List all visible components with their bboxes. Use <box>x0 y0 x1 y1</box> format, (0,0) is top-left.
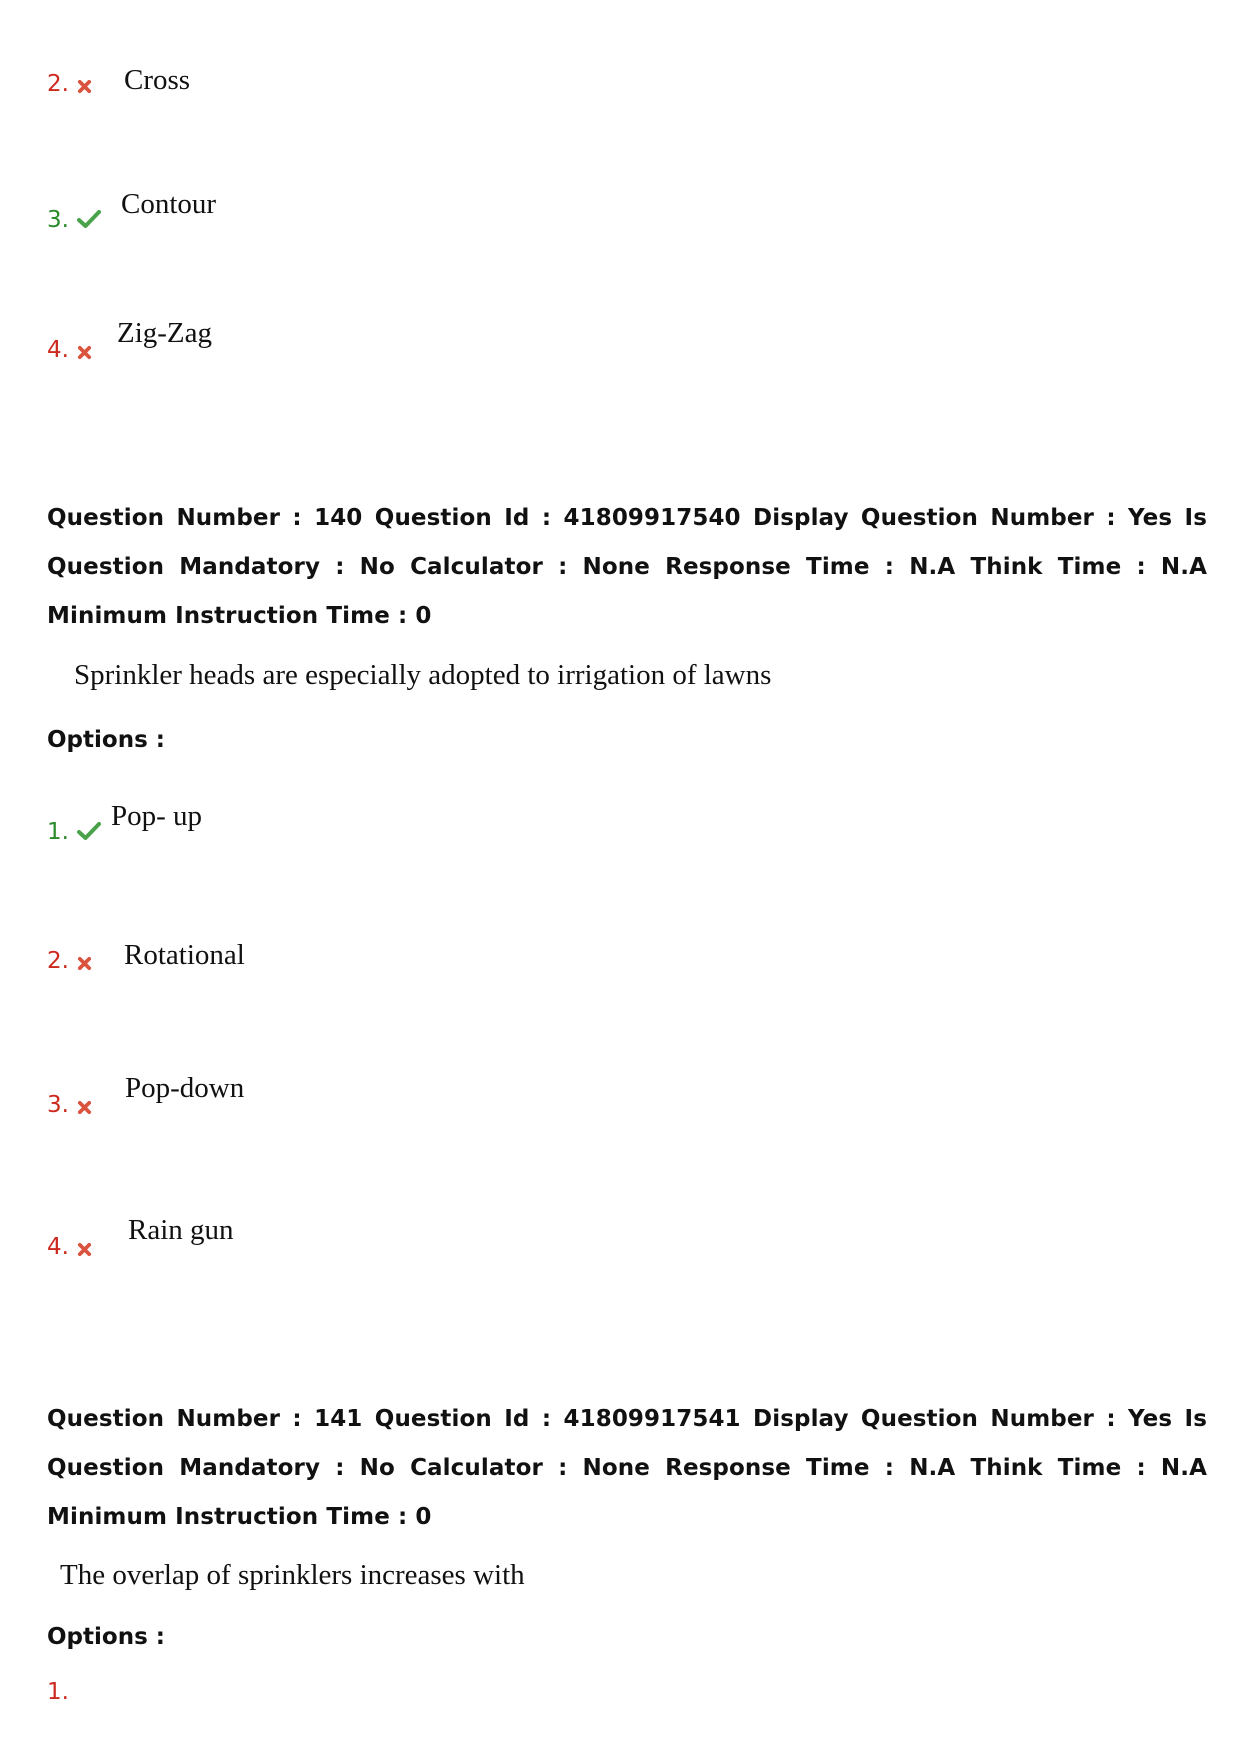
cross-icon <box>77 79 92 98</box>
question-text: Sprinkler heads are especially adopted to irrigation of lawns <box>74 659 772 691</box>
question-header: Question Number : 141 Question Id : 41809917541 Display Question Number : Yes Is Question Mandatory : No Calculator : None Response Time : N.A Think Time : N.A Minimum Instruction Time : 0 <box>47 1406 1207 1530</box>
option-number: 2. <box>47 948 69 974</box>
cross-icon <box>77 345 92 364</box>
cross-icon <box>77 1242 92 1261</box>
option-text: Zig-Zag <box>117 317 213 349</box>
option-number: 1. <box>47 1679 69 1705</box>
question-header: Question Number : 140 Question Id : 41809917540 Display Question Number : Yes Is Question Mandatory : No Calculator : None Response Time : N.A Think Time : N.A Minimum Instruction Time : 0 <box>47 505 1207 629</box>
option-number: 2. <box>47 71 69 97</box>
option-text: Contour <box>121 188 217 220</box>
options-label: Options : <box>47 1624 165 1650</box>
option-text: Rain gun <box>128 1214 234 1246</box>
question-text: The overlap of sprinklers increases with <box>60 1559 525 1591</box>
option-number: 1. <box>47 819 69 845</box>
check-icon <box>77 209 101 233</box>
cross-icon <box>77 956 92 975</box>
option-text: Pop- up <box>111 800 203 832</box>
option-text: Cross <box>124 64 191 96</box>
option-text: Pop-down <box>125 1072 245 1104</box>
option-number: 4. <box>47 1234 69 1260</box>
options-label: Options : <box>47 727 165 753</box>
option-number: 3. <box>47 1092 69 1118</box>
option-number: 3. <box>47 207 69 233</box>
cross-icon <box>77 1100 92 1119</box>
option-text: Rotational <box>124 939 245 971</box>
check-icon <box>77 821 101 845</box>
option-number: 4. <box>47 337 69 363</box>
